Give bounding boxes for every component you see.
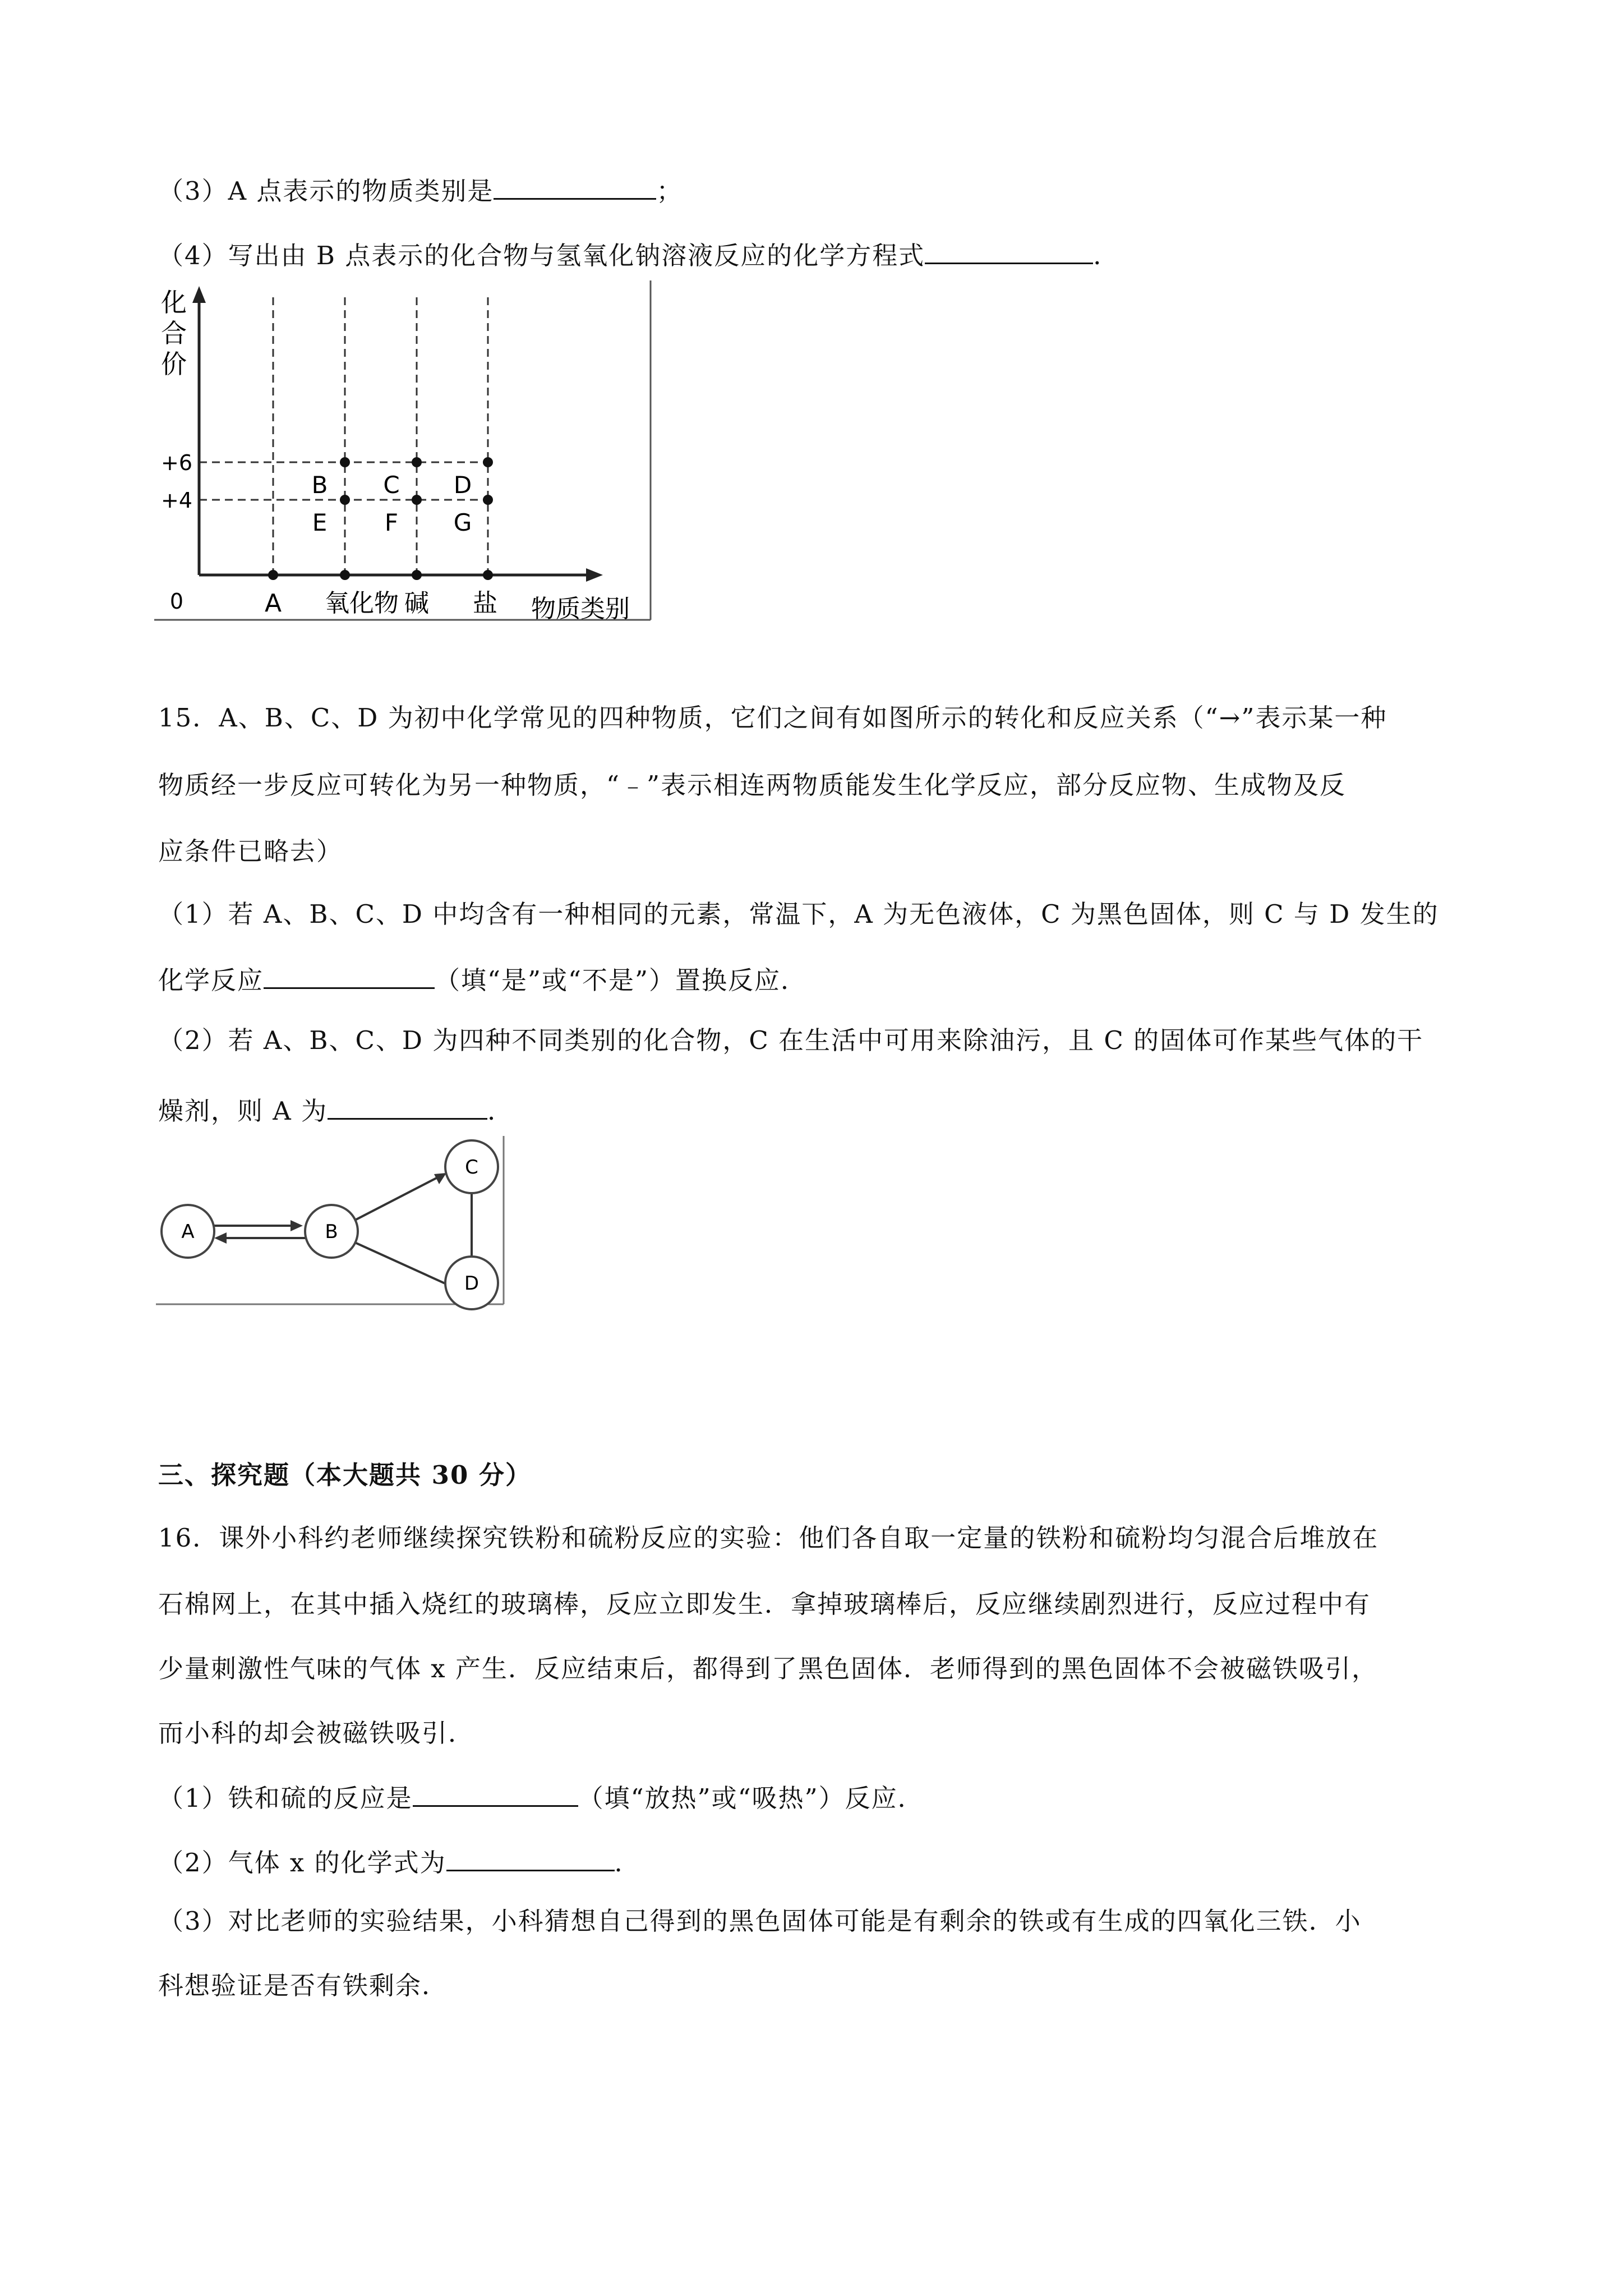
point-D xyxy=(483,457,493,467)
point-F xyxy=(412,495,422,505)
y-tick-label: 0 xyxy=(169,589,184,614)
point-label-C: C xyxy=(383,471,400,499)
point-C xyxy=(412,457,422,467)
x-axis-label: 物质类别 xyxy=(531,595,630,623)
q16-line4: 而小科的却会被磁铁吸引． xyxy=(158,1718,475,1748)
y-tick-label: +6 xyxy=(160,450,193,475)
x-category-label: 氧化物 xyxy=(325,589,399,618)
axis-point xyxy=(340,570,350,580)
relationship-diagram xyxy=(156,1136,509,1315)
q16-part3-line1: （3）对比老师的实验结果，小科猜想自己得到的黑色固体可能是有剩余的铁或有生成的四氧化三铁．小 xyxy=(158,1906,1362,1936)
q14-part4-tail: ． xyxy=(1093,241,1120,270)
y-axis-label-char: 合 xyxy=(161,318,187,348)
q15-part2-line1: （2）若 A、B、C、D 为四种不同类别的化合物，C 在生活中可用来除油污，且 C 的固体可作某些气体的干 xyxy=(158,1025,1424,1055)
answer-blank[interactable] xyxy=(328,1091,487,1120)
q16-part1 xyxy=(158,1778,924,1815)
arrowhead-a xyxy=(214,1232,227,1244)
q15-part2-line2 xyxy=(158,1091,514,1128)
node-c-label: C xyxy=(465,1156,478,1179)
answer-blank[interactable] xyxy=(925,236,1093,264)
y-axis-label-char: 化 xyxy=(161,287,187,318)
q16-part1-head: （1）铁和硫的反应是 xyxy=(158,1783,413,1813)
point-label-G: G xyxy=(453,509,472,536)
answer-blank[interactable] xyxy=(264,960,435,989)
q15-part1-head: 化学反应 xyxy=(158,965,264,995)
q15-line2: 物质经一步反应可转化为另一种物质，“﹣”表示相连两物质能发生化学反应，部分反应物、生成物及反 xyxy=(158,770,1347,800)
axis-point xyxy=(412,570,422,580)
q14-part3-tail: ； xyxy=(656,176,683,206)
q16-part1-tail: （填“放热”或“吸热”）反应． xyxy=(578,1783,924,1813)
point-label-B: B xyxy=(311,471,328,499)
q16-line2: 石棉网上，在其中插入烧红的玻璃棒，反应立即发生．拿掉玻璃棒后，反应继续剧烈进行，反应过程中有 xyxy=(158,1589,1371,1619)
y-axis-label-char: 价 xyxy=(161,349,187,379)
q15-part1-line1: （1）若 A、B、C、D 中均含有一种相同的元素，常温下，A 为无色液体，C 为黑色固体，则 C 与 D 发生的 xyxy=(158,899,1439,929)
point-label-F: F xyxy=(384,509,399,536)
axis-point xyxy=(268,570,278,580)
point-label-D: D xyxy=(453,471,472,499)
q16-part2-head: （2）气体 x 的化学式为 xyxy=(158,1848,446,1878)
line-b-d xyxy=(355,1243,448,1285)
q15-part2-head: 燥剂，则 A 为 xyxy=(158,1096,328,1126)
q14-part4 xyxy=(158,236,1119,273)
point-E xyxy=(340,495,350,505)
q16-part3-line2: 科想验证是否有铁剩余． xyxy=(158,1971,449,2000)
q16-line1: 16．课外小科约老师继续探究铁粉和硫粉反应的实验：他们各自取一定量的铁粉和硫粉均匀混合后堆放在 xyxy=(158,1523,1379,1553)
node-a-label: A xyxy=(181,1221,195,1243)
node-b-label: B xyxy=(325,1221,338,1243)
q15-part1-tail: （填“是”或“不是”）置换反应． xyxy=(435,965,808,995)
answer-blank[interactable] xyxy=(446,1843,615,1871)
arrow-b-to-c xyxy=(355,1175,442,1220)
q15-part1-line2 xyxy=(158,960,807,997)
x-category-label: 盐 xyxy=(473,589,497,618)
y-tick-label: +4 xyxy=(160,488,193,513)
q14-part4-text: （4）写出由 B 点表示的化合物与氢氧化钠溶液反应的化学方程式 xyxy=(158,241,925,270)
section-heading: 三、探究题（本大题共 30 分） xyxy=(158,1460,532,1490)
q15-line1: 15．A、B、C、D 为初中化学常见的四种物质，它们之间有如图所示的转化和反应关系（“→”表示某一种 xyxy=(158,703,1387,733)
x-category-label: A xyxy=(264,589,282,618)
arrowhead-b xyxy=(291,1220,303,1231)
node-d-label: D xyxy=(464,1272,479,1295)
point-B xyxy=(340,457,350,467)
x-category-label: 碱 xyxy=(404,589,429,618)
q15-line3: 应条件已略去） xyxy=(158,836,343,866)
q15-part2-tail: ． xyxy=(487,1096,514,1126)
q16-part2 xyxy=(158,1843,641,1880)
point-label-E: E xyxy=(312,509,328,536)
axis-point xyxy=(483,570,493,580)
q14-part3 xyxy=(158,171,683,208)
valence-chart xyxy=(154,280,653,623)
q14-part3-text: （3）A 点表示的物质类别是 xyxy=(158,176,494,206)
answer-blank[interactable] xyxy=(494,171,656,200)
q16-part2-tail: ． xyxy=(614,1848,641,1878)
point-G xyxy=(483,495,493,505)
q16-line3: 少量刺激性气味的气体 x 产生．反应结束后，都得到了黑色固体．老师得到的黑色固体不会被磁铁吸引， xyxy=(158,1654,1378,1683)
answer-blank[interactable] xyxy=(413,1778,578,1807)
